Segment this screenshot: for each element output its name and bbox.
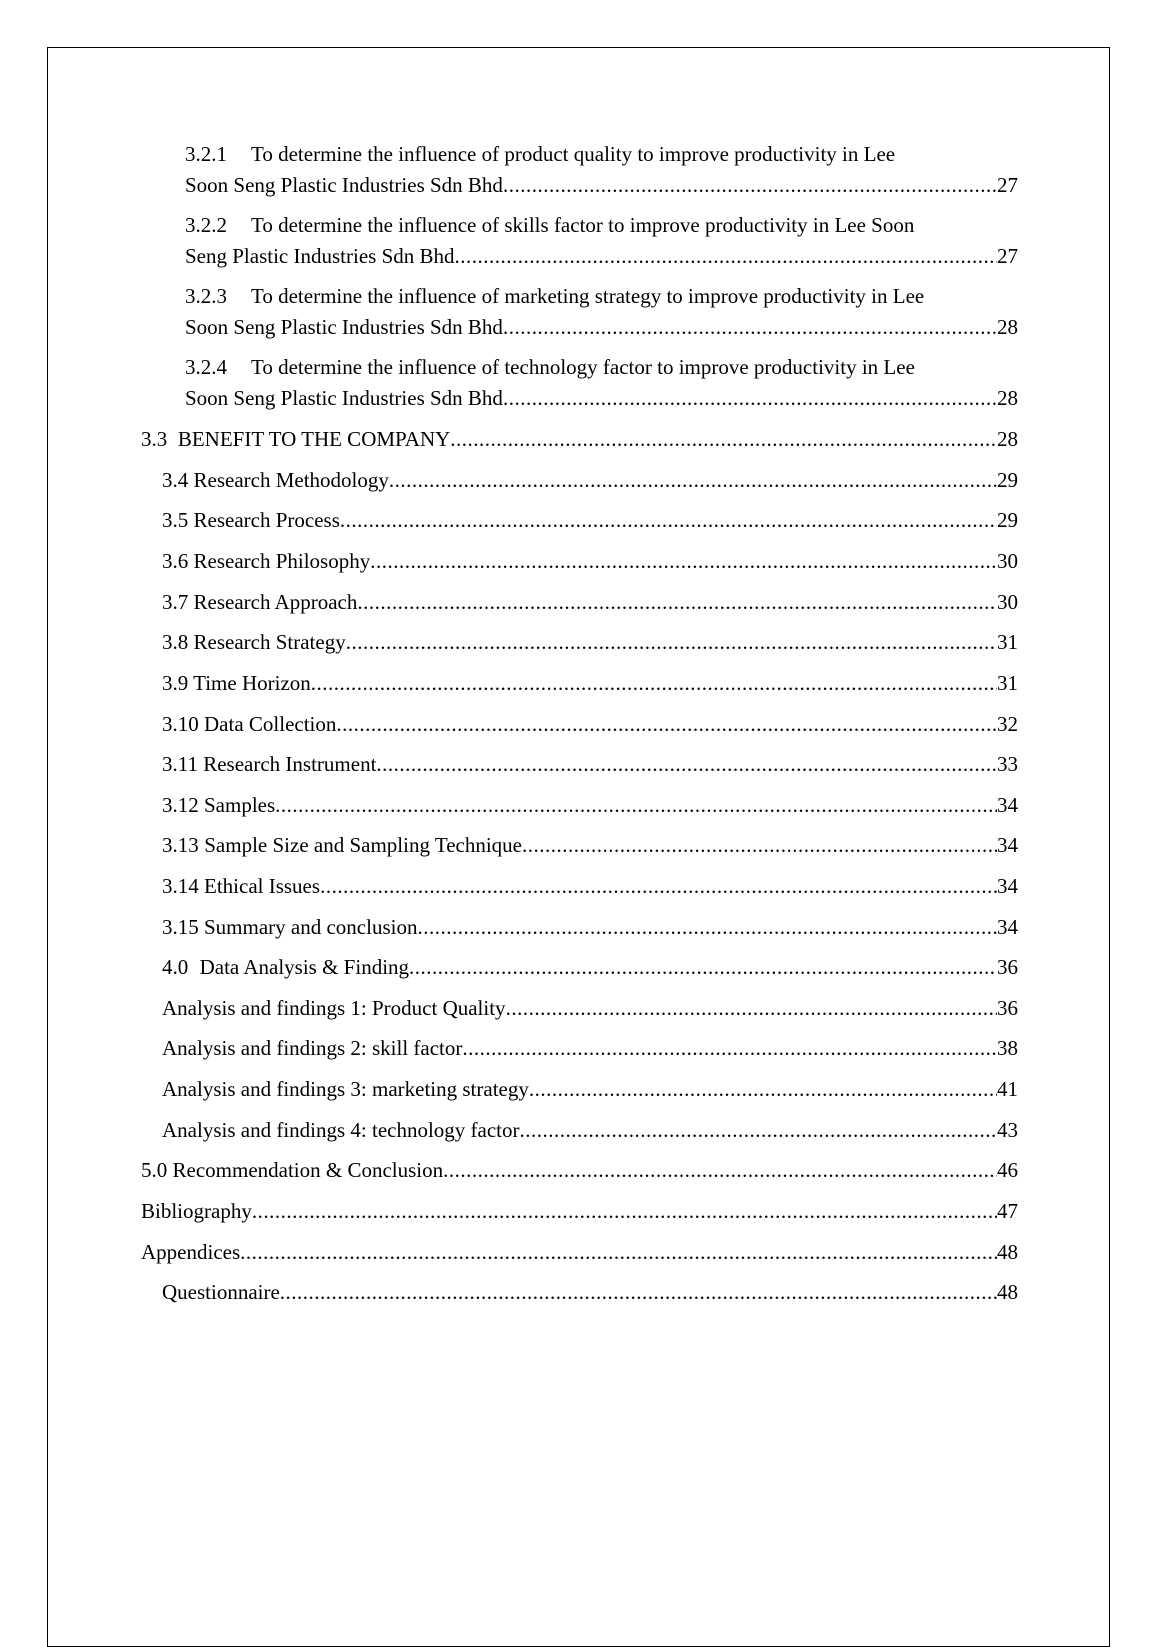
toc-entry-title: 3.12 Samples (162, 793, 276, 817)
toc-entry-bibliography[interactable] (141, 1196, 1018, 1227)
dot-leader (389, 465, 997, 496)
dot-leader (357, 587, 997, 618)
toc-entry-line (162, 465, 1018, 496)
dot-leader (370, 546, 997, 577)
toc-entry-line-1 (185, 352, 1018, 383)
toc-entry-line (162, 952, 1018, 983)
toc-page-number: 38 (997, 1036, 1018, 1060)
toc-page-number: 30 (997, 590, 1018, 614)
toc-entry-number: 3.2.2 (185, 213, 227, 237)
dot-leader (417, 912, 997, 943)
toc-entry-5-0[interactable] (141, 1155, 1018, 1186)
toc-entry-3-10[interactable] (162, 709, 1018, 740)
toc-page-number: 48 (997, 1240, 1018, 1264)
toc-entry-analysis-2[interactable] (162, 1033, 1018, 1064)
dot-leader (240, 1237, 997, 1268)
toc-entry-analysis-3[interactable] (162, 1074, 1018, 1105)
toc-entry-line (162, 668, 1018, 699)
toc-entry-title: 3.5 Research Process (162, 508, 340, 532)
toc-entry-title-continued: Seng Plastic Industries Sdn Bhd (185, 243, 455, 268)
toc-entry-line (141, 1237, 1018, 1268)
toc-entry-line (162, 1115, 1018, 1146)
toc-entry-line (141, 424, 1018, 455)
toc-entry-3-13[interactable] (162, 830, 1018, 861)
toc-page-number: 47 (997, 1199, 1018, 1223)
toc-entry-title: 3.7 Research Approach (162, 590, 358, 614)
dot-leader (376, 749, 997, 780)
toc-entry-title: 5.0 Recommendation & Conclusion (141, 1158, 444, 1182)
toc-entry-title: Analysis and findings 2: skill factor (162, 1036, 463, 1060)
toc-entry-questionnaire[interactable] (162, 1277, 1018, 1308)
toc-page-number: 27 (997, 172, 1018, 197)
toc-page-number: 28 (997, 385, 1018, 410)
toc-entry-title-continued: Soon Seng Plastic Industries Sdn Bhd (185, 385, 503, 410)
toc-page-number: 29 (997, 468, 1018, 492)
toc-entry-4-0[interactable] (162, 952, 1018, 983)
dot-leader (503, 312, 997, 343)
toc-entry-3-15[interactable] (162, 912, 1018, 943)
toc-entry-3-9[interactable] (162, 668, 1018, 699)
dot-leader (522, 830, 997, 861)
toc-page-number: 46 (997, 1158, 1018, 1182)
dot-leader (311, 668, 997, 699)
toc-page-number: 34 (997, 833, 1018, 857)
toc-entry-title: Sample Size and Sampling Technique (204, 833, 522, 857)
toc-entry-3-14[interactable] (162, 871, 1018, 902)
toc-entry-line (162, 790, 1018, 821)
toc-entry-line (141, 1196, 1018, 1227)
toc-page-number: 34 (997, 915, 1018, 939)
toc-entry-number: 3.2.4 (185, 355, 227, 379)
toc-entry-number: 4.0 (162, 955, 189, 979)
toc-entry-analysis-1[interactable] (162, 993, 1018, 1024)
toc-page-number: 31 (997, 630, 1018, 654)
toc-page-number: 33 (997, 752, 1018, 776)
dot-leader (462, 1033, 997, 1064)
toc-entry-title: To determine the influence of technology factor to improve productivity in Lee (251, 355, 915, 379)
toc-page-number: 28 (997, 314, 1018, 339)
toc-entry-title: Data Analysis & Finding (199, 955, 410, 979)
dot-leader (336, 709, 997, 740)
toc-entry-line-1 (185, 139, 1018, 170)
dot-leader (503, 170, 997, 201)
toc-entry-title: 3.14 Ethical Issues (162, 874, 321, 898)
toc-entry-line (162, 993, 1018, 1024)
toc-entry-title: To determine the influence of skills factor to improve productivity in Lee Soon (251, 213, 915, 237)
toc-page-number: 34 (997, 874, 1018, 898)
toc-entry-line-1 (185, 281, 1018, 312)
toc-entry-line-2 (185, 170, 1018, 201)
dot-leader (450, 424, 997, 455)
toc-entry-line-2 (185, 241, 1018, 272)
toc-entry-line (162, 830, 1018, 861)
toc-page-number: 36 (997, 996, 1018, 1020)
toc-entry-title: Analysis and findings 3: marketing strategy (162, 1077, 529, 1101)
toc-entry-3-2-4[interactable] (185, 352, 1018, 413)
toc-page-number: 41 (997, 1077, 1018, 1101)
toc-entry-line (162, 587, 1018, 618)
toc-entry-line (162, 1033, 1018, 1064)
toc-entry-title: Bibliography (141, 1199, 252, 1223)
dot-leader (409, 952, 997, 983)
dot-leader (529, 1074, 997, 1105)
toc-entry-line-2 (185, 383, 1018, 414)
toc-entry-line (162, 627, 1018, 658)
toc-entry-title: 3.8 Research Strategy (162, 630, 346, 654)
toc-entry-number: 3.2.1 (185, 142, 227, 166)
toc-page-number: 32 (997, 712, 1018, 736)
toc-entry-title: To determine the influence of product quality to improve productivity in Lee (251, 142, 896, 166)
toc-entry-3-8[interactable] (162, 627, 1018, 658)
toc-entry-appendices[interactable] (141, 1237, 1018, 1268)
toc-entry-title: Analysis and findings 1: Product Quality (162, 996, 506, 1020)
toc-entry-title: 3.10 Data Collection (162, 712, 337, 736)
toc-entry-title: 3.15 Summary and conclusion (162, 915, 418, 939)
toc-entry-line-1 (185, 210, 1018, 241)
toc-entry-title: 3.4 Research Methodology (162, 468, 389, 492)
toc-entry-title-continued: Soon Seng Plastic Industries Sdn Bhd (185, 314, 503, 339)
toc-entry-title: 3.11 Research Instrument (162, 752, 377, 776)
toc-entry-title: Questionnaire (162, 1280, 280, 1304)
toc-entry-line (162, 1074, 1018, 1105)
toc-entry-line (162, 505, 1018, 536)
toc-page-number: 34 (997, 793, 1018, 817)
toc-entry-title: 3.6 Research Philosophy (162, 549, 371, 573)
dot-leader (280, 1277, 997, 1308)
toc-entry-3-12[interactable] (162, 790, 1018, 821)
toc-entry-title: BENEFIT TO THE COMPANY (177, 427, 451, 451)
dot-leader (320, 871, 997, 902)
toc-entry-3-7[interactable] (162, 587, 1018, 618)
toc-entry-title-continued: Soon Seng Plastic Industries Sdn Bhd (185, 172, 503, 197)
toc-entry-title: Appendices (141, 1240, 241, 1264)
dot-leader (503, 383, 997, 414)
dot-leader (252, 1196, 997, 1227)
toc-entry-line (162, 1277, 1018, 1308)
toc-entry-line (162, 546, 1018, 577)
toc-entry-3-2-1[interactable] (185, 139, 1018, 200)
toc-entry-line (162, 871, 1018, 902)
toc-entry-3-6[interactable] (162, 546, 1018, 577)
dot-leader (455, 241, 997, 272)
toc-entry-line (162, 912, 1018, 943)
toc-entry-title: Analysis and findings 4: technology factor (162, 1118, 520, 1142)
toc-page-number: 43 (997, 1118, 1018, 1142)
toc-entry-line (162, 749, 1018, 780)
toc-entry-number: 3.2.3 (185, 284, 227, 308)
toc-entry-number: 3.13 (162, 833, 199, 857)
toc-entry-3-5[interactable] (162, 505, 1018, 536)
toc-entry-analysis-4[interactable] (162, 1115, 1018, 1146)
toc-entry-3-2-3[interactable] (185, 281, 1018, 342)
toc-page-number: 30 (997, 549, 1018, 573)
dot-leader (346, 627, 997, 658)
dot-leader (520, 1115, 997, 1146)
dot-leader (443, 1155, 997, 1186)
toc-entry-3-2-2[interactable] (185, 210, 1018, 271)
toc-page-number: 28 (997, 427, 1018, 451)
toc-entry-line-2 (185, 312, 1018, 343)
toc-entry-3-11[interactable] (162, 749, 1018, 780)
toc-page-number: 36 (997, 955, 1018, 979)
toc-entry-line (141, 1155, 1018, 1186)
toc-page-number: 31 (997, 671, 1018, 695)
toc-entry-title: To determine the influence of marketing strategy to improve productivity in Lee (251, 284, 925, 308)
dot-leader (506, 993, 997, 1024)
toc-entry-number: 3.3 (141, 427, 168, 451)
toc-page-number: 29 (997, 508, 1018, 532)
dot-leader (275, 790, 997, 821)
toc-page-number: 27 (997, 243, 1018, 268)
toc-entry-line (162, 709, 1018, 740)
toc-entry-3-3[interactable] (141, 424, 1018, 455)
dot-leader (340, 505, 997, 536)
toc-entry-3-4[interactable] (162, 465, 1018, 496)
toc-entry-title: 3.9 Time Horizon (162, 671, 311, 695)
toc-page-number: 48 (997, 1280, 1018, 1304)
